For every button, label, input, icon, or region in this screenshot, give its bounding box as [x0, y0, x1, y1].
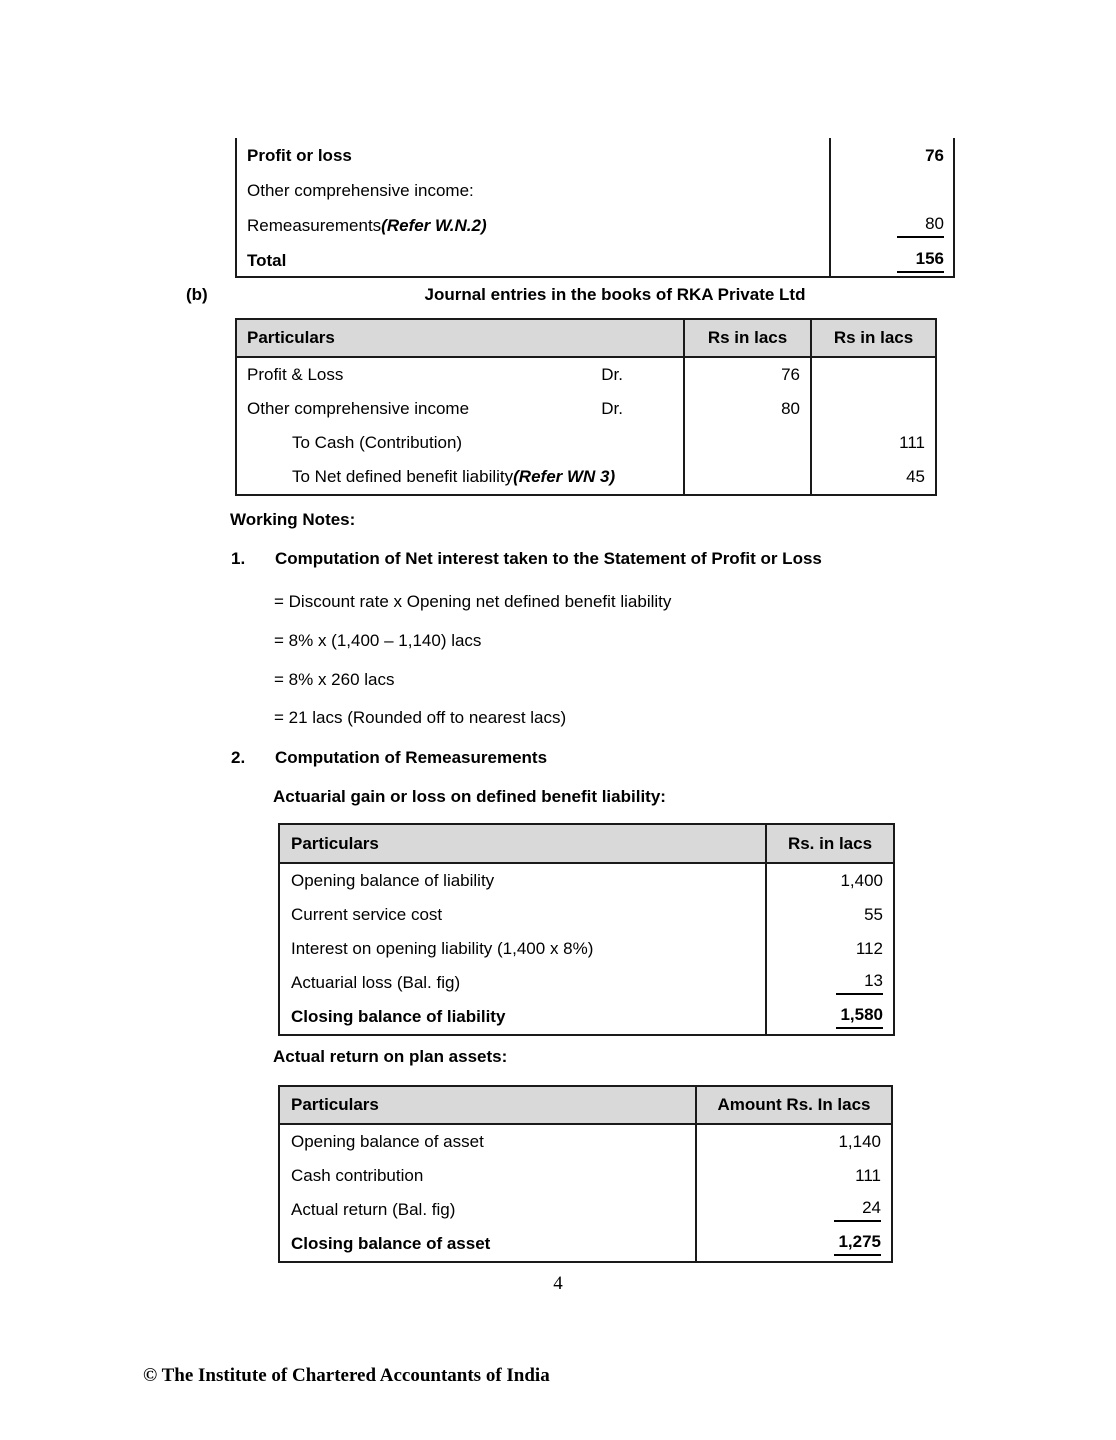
note2-title: Computation of Remeasurements: [275, 748, 548, 767]
liability-table-subheading: Actuarial gain or loss on defined benefit liability:: [273, 787, 666, 806]
header-credit: Rs in lacs: [810, 320, 935, 356]
cell-label: Closing balance of liability: [291, 1007, 506, 1026]
table-row: [280, 1193, 891, 1227]
cell-total-underlined: 1,580: [836, 1005, 883, 1029]
cell-particulars: [237, 392, 683, 426]
cell-credit: 111: [810, 426, 935, 460]
row-value-underlined: 80: [897, 214, 944, 238]
table-row: [280, 1125, 891, 1159]
note1-formula-3: = 8% x 260 lacs: [274, 670, 395, 689]
cell-credit: 45: [810, 460, 935, 494]
table-row: [280, 966, 893, 1000]
asset-computation-table: [278, 1085, 893, 1263]
table-header-row: [280, 1087, 891, 1125]
header-amount: Amount Rs. In lacs: [695, 1087, 891, 1123]
oci-summary-table: [235, 138, 955, 278]
row-label-reference: (Refer W.N.2): [381, 215, 487, 235]
cell-amount: 111: [695, 1159, 891, 1193]
header-particulars: Particulars: [247, 328, 335, 347]
cell-debit: [683, 426, 810, 460]
table-row: [280, 864, 893, 898]
row-label: Total: [247, 250, 287, 270]
note2-number: 2.: [231, 748, 246, 767]
section-label: (b): [186, 285, 208, 304]
asset-table-subheading: Actual return on plan assets:: [273, 1047, 508, 1066]
table-total-row: [280, 1227, 891, 1261]
note1-formula-4: = 21 lacs (Rounded off to nearest lacs): [274, 708, 567, 727]
section-b-heading-row: [0, 285, 1116, 309]
table-row: [237, 173, 953, 208]
cell-amount: 1,140: [695, 1125, 891, 1159]
cell-particulars: [237, 358, 683, 392]
cell-debit: [683, 460, 810, 494]
cell-particulars: [237, 460, 683, 494]
cell-amount: [765, 966, 893, 1000]
table-header-row: [280, 825, 893, 864]
note1-formula-2: = 8% x (1,400 – 1,140) lacs: [274, 631, 482, 650]
journal-entries-title: Journal entries in the books of RKA Private Ltd: [424, 285, 806, 304]
header-debit: Rs in lacs: [683, 320, 810, 356]
cell-label: Opening balance of liability: [291, 871, 495, 890]
dr-marker: Dr.: [601, 399, 623, 418]
account-name: Profit & Loss: [247, 365, 344, 384]
cell-amount-underlined: 13: [836, 971, 883, 995]
account-name: Other comprehensive income: [247, 399, 470, 418]
cell-amount: [695, 1227, 891, 1261]
cell-label: Actual return (Bal. fig): [291, 1200, 456, 1219]
cell-label: Interest on opening liability (1,400 x 8%): [291, 939, 594, 958]
row-value-cell: [829, 243, 953, 278]
cell-total-underlined: 1,275: [834, 1232, 881, 1256]
reference-note: (Refer WN 3): [513, 467, 616, 486]
table-row: [280, 898, 893, 932]
note1-number: 1.: [231, 549, 246, 568]
table-row: [237, 426, 935, 460]
account-name: To Net defined benefit liability: [292, 467, 514, 486]
liability-computation-table: [278, 823, 895, 1036]
header-particulars: Particulars: [291, 1095, 379, 1114]
copyright-footer: © The Institute of Chartered Accountants of India: [143, 1365, 550, 1386]
table-row: [237, 392, 935, 426]
table-row: [280, 1159, 891, 1193]
page-number: 4: [553, 1273, 563, 1294]
note1-title: Computation of Net interest taken to the Statement of Profit or Loss: [275, 549, 822, 568]
journal-entries-table: [235, 318, 937, 496]
row-value: 76: [925, 145, 944, 165]
table-total-row: [280, 1000, 893, 1034]
table-row: [280, 932, 893, 966]
cell-label: Closing balance of asset: [291, 1234, 491, 1253]
cell-particulars: To Cash (Contribution): [292, 433, 463, 452]
table-row: [237, 138, 953, 173]
cell-amount: [765, 1000, 893, 1034]
table-row: [237, 243, 953, 278]
cell-label: Actuarial loss (Bal. fig): [291, 973, 461, 992]
cell-amount: 55: [765, 898, 893, 932]
cell-amount: [695, 1193, 891, 1227]
row-value-cell: [829, 208, 953, 243]
row-label: Other comprehensive income:: [247, 180, 474, 200]
header-particulars: Particulars: [291, 833, 379, 853]
row-value-cell: [829, 138, 953, 173]
row-label-text: Remeasurements: [247, 215, 382, 235]
cell-debit: 76: [683, 358, 810, 392]
table-row: [237, 208, 953, 243]
note1-formula-1: = Discount rate x Opening net defined benefit liability: [274, 592, 672, 611]
row-value-cell: [829, 173, 953, 208]
header-amount: Rs. in lacs: [765, 825, 893, 862]
row-label: Profit or loss: [247, 145, 352, 165]
cell-debit: 80: [683, 392, 810, 426]
cell-label: Cash contribution: [291, 1166, 424, 1185]
dr-marker: Dr.: [601, 365, 623, 384]
row-label: [237, 208, 829, 243]
cell-label: Current service cost: [291, 905, 443, 924]
cell-label: Opening balance of asset: [291, 1132, 484, 1151]
cell-credit: [810, 358, 935, 392]
table-header-row: [237, 320, 935, 358]
row-total-underlined: 156: [897, 249, 944, 273]
cell-amount: 1,400: [765, 864, 893, 898]
table-row: [237, 358, 935, 392]
cell-credit: [810, 392, 935, 426]
table-row: [237, 460, 935, 494]
cell-amount: 112: [765, 932, 893, 966]
cell-amount-underlined: 24: [834, 1198, 881, 1222]
working-notes-heading: Working Notes:: [230, 510, 356, 529]
